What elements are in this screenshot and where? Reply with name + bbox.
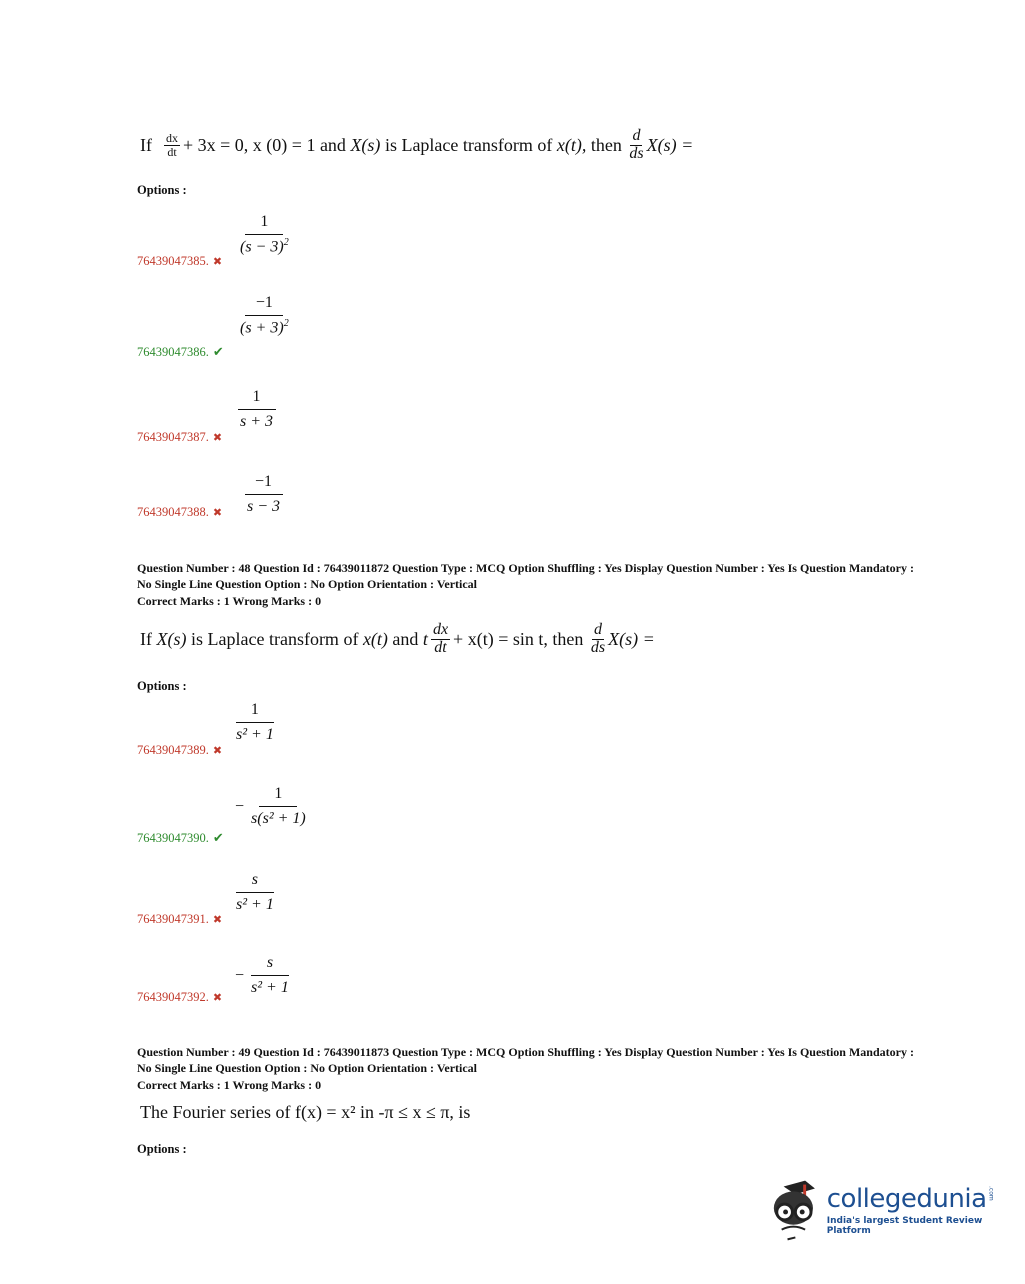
q47-option-2-id[interactable]: 76439047386. ✔ (137, 344, 224, 359)
logo-name: collegedunia (826, 1184, 987, 1214)
collegedunia-logo[interactable] (766, 1178, 1025, 1244)
wrong-icon: ✖ (212, 256, 223, 268)
q47-option-2-math: $\frac{-1}{(s + 3)^2}$ (240, 294, 289, 337)
q47-dds-fraction: $\frac{d}{ds}$ (629, 127, 644, 162)
q48-options-label: Options : (137, 679, 187, 693)
logo-text (827, 1186, 1025, 1236)
q47-if: If (140, 134, 152, 155)
q47-option-3-id[interactable]: 76439047387. ✖ (137, 430, 223, 444)
q48-dds-fraction: $\frac{d}{ds}$ (590, 621, 606, 656)
q47-options-label: Options : (137, 183, 187, 197)
wrong-icon: ✖ (212, 992, 223, 1004)
q48-option-1-math: $\frac{1}{\text{s² + 1}}$ (236, 701, 274, 743)
q48-option-3-id[interactable]: 76439047391. ✖ (137, 912, 223, 926)
q49-meta: Question Number : 49 Question Id : 76439011873 Question Type : MCQ Option Shuffling : Yes Display Question Number : Yes Is Question Mandatory : No Single Line Question Option : No Option Orientation : Vertical Correct Marks : 1 Wrong Marks : 0 (137, 1045, 914, 1092)
q48-stem: If X(s) is Laplace transform of x(t) and t $\frac{dx}{dt}$ + x(t) = sin t, then $\frac{d}{ds}$ X(s) = (140, 621, 655, 656)
wrong-icon: ✖ (212, 914, 223, 926)
q48-meta: Question Number : 48 Question Id : 76439011872 Question Type : MCQ Option Shuffling : Yes Display Question Number : Yes Is Question Mandatory : No Single Line Question Option : No Option Orientation : Vertical Correct Marks : 1 Wrong Marks : 0 (137, 561, 914, 608)
check-icon: ✔ (212, 830, 224, 845)
q47-option-4-math: $\frac{-1}{s - 3}$ (243, 472, 284, 517)
q48-option-2-math: − $\frac{1}{\text{s(s² + 1)}}$ (235, 785, 306, 827)
q47-option-1-math: $\frac{1}{(s - 3)^2}$ (240, 213, 289, 256)
q47-dxdt-fraction: $\frac{dx}{dt}$ (166, 131, 178, 159)
q49-stem: The Fourier series of f(x) = x² in -π ≤ x ≤ π, is (140, 1102, 471, 1122)
q48-option-2-id[interactable]: 76439047390. ✔ (137, 830, 224, 845)
q47-option-3-math: $\frac{1}{s + 3}$ (236, 387, 277, 432)
q48-dxdt-fraction: $\frac{dx}{dt}$ (432, 621, 449, 656)
q48-option-4-id[interactable]: 76439047392. ✖ (137, 990, 223, 1004)
logo-tagline: India's largest Student Review Platform (826, 1216, 983, 1236)
q48-option-3-math: $\frac{s}{\text{s² + 1}}$ (236, 871, 274, 913)
logo-suffix: .com (987, 1186, 995, 1201)
check-icon: ✔ (212, 344, 224, 359)
q47-option-1-id[interactable]: 76439047385. ✖ (137, 254, 223, 268)
q48-option-1-id[interactable]: 76439047389. ✖ (137, 743, 223, 757)
wrong-icon: ✖ (212, 507, 223, 519)
mascot-icon (766, 1178, 823, 1244)
q49-options-label: Options : (137, 1142, 187, 1156)
q48-option-4-math: − $\frac{s}{\text{s² + 1}}$ (235, 954, 289, 996)
q47-stem: If $\frac{dx}{dt}$ + 3x = 0, x (0) = 1 and X(s) is Laplace transform of x(t), then $\frac{d}{ds}$ X(s) = (140, 127, 694, 162)
wrong-icon: ✖ (212, 745, 223, 757)
wrong-icon: ✖ (212, 432, 223, 444)
q47-option-4-id[interactable]: 76439047388. ✖ (137, 505, 223, 519)
